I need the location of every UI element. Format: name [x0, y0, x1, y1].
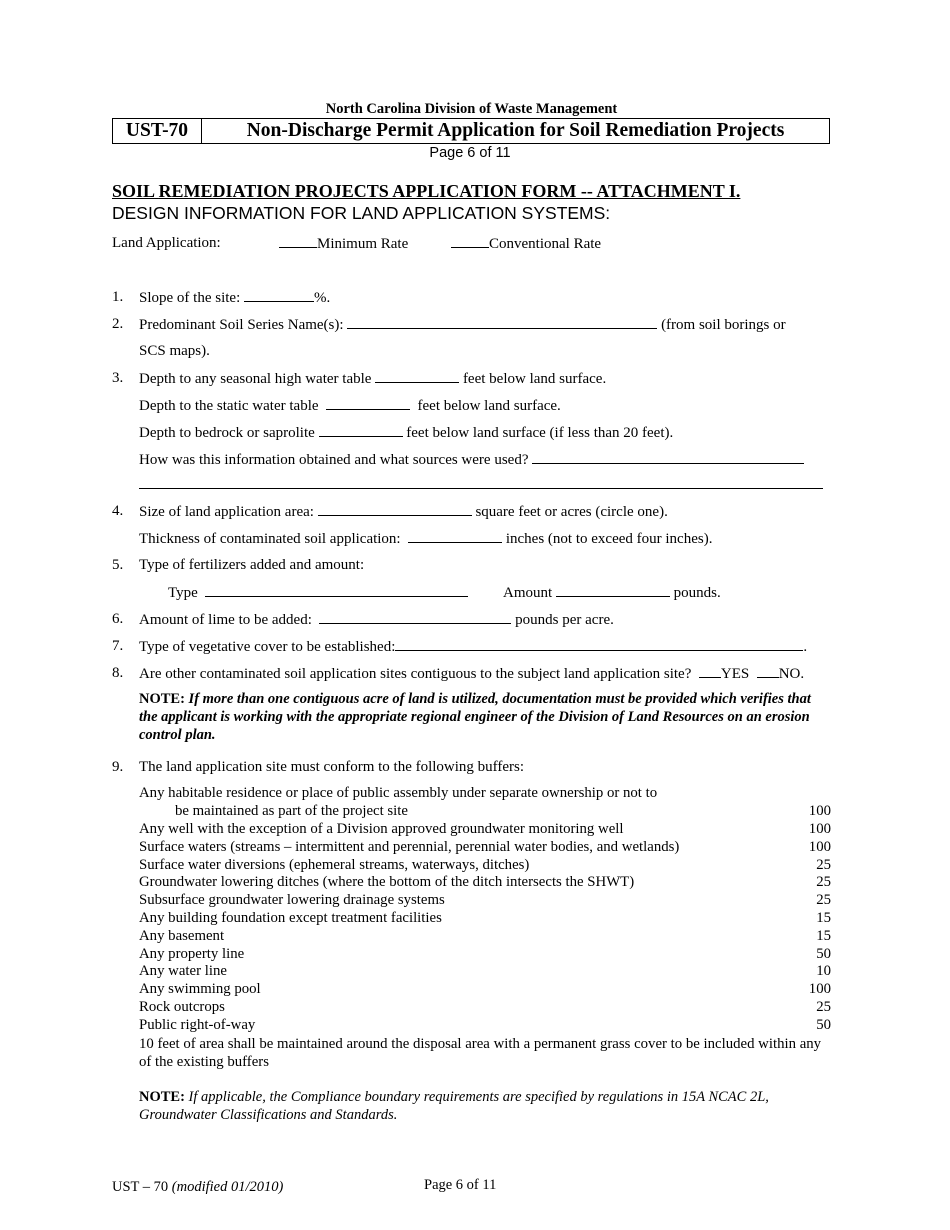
buffer-label: Any water line [139, 963, 227, 980]
buffer-row [139, 839, 831, 857]
item-1-number: 1. [112, 289, 124, 305]
conventional-rate-blank[interactable] [451, 235, 489, 248]
buffer-closing: 10 feet of area shall be maintained around the disposal area with a permanent grass cover to be included within any of the existing buffers [139, 1036, 822, 1070]
land-application-label: Land Application: [112, 235, 221, 251]
item-2-line2: SCS maps). [139, 343, 210, 359]
buffer-label: Rock outcrops [139, 999, 225, 1015]
item-4b-thickness: Thickness of contaminated soil application: inches (not to exceed four inches). [139, 531, 713, 547]
buffer-row [139, 821, 831, 839]
footer-page-number: Page 6 of 11 [424, 1177, 497, 1193]
form-title-box [112, 118, 830, 144]
section-title-part-1: SOIL [112, 181, 155, 201]
item-6-lime: Amount of lime to be added: pounds per acre. [139, 612, 614, 628]
buffer-value: 15 [816, 910, 831, 926]
item-7-number: 7. [112, 638, 124, 654]
item-1-slope: Slope of the site: %. [139, 290, 331, 306]
yes-blank[interactable] [699, 665, 721, 678]
area-size-field[interactable] [318, 503, 472, 516]
buffer-label: Subsurface groundwater lowering drainage systems [139, 892, 445, 909]
buffer-label: Any building foundation except treatment facilities [139, 910, 442, 926]
item-3b-static-water: Depth to the static water table feet below land surface. [139, 398, 561, 414]
note-erosion-control: NOTE: If more than one contiguous acre of land is utilized, documentation must be provided which verifies that the applicant is working with the appropriate regional engineer of the Division of Land Resources on an erosion control plan. [139, 691, 811, 743]
buffer-row [139, 874, 831, 892]
seasonal-water-depth-field[interactable] [375, 370, 459, 383]
item-3-number: 3. [112, 370, 124, 386]
footer-form-id: UST – 70 (modified 01/2010) [112, 1179, 284, 1195]
sources-field-line-1[interactable] [532, 451, 804, 464]
minimum-rate-option[interactable]: Minimum Rate [279, 235, 408, 253]
buffer-value: 100 [808, 803, 831, 819]
buffer-row [139, 1017, 831, 1035]
buffer-value: 100 [808, 981, 831, 998]
buffer-value: 25 [816, 892, 831, 909]
form-title: Non-Discharge Permit Application for Soil Remediation Projects [246, 120, 785, 141]
item-3d-sources: How was this information obtained and what sources were used? [139, 451, 804, 469]
item-4-number: 4. [112, 503, 124, 519]
static-water-depth-field[interactable] [326, 397, 410, 410]
item-5-number: 5. [112, 557, 124, 573]
item-7-vegetative-cover: Type of vegetative cover to be established: . [139, 639, 808, 655]
agency-name: North Carolina Division of Waste Management [325, 101, 618, 117]
section-subtitle: DESIGN INFORMATION FOR LAND APPLICATION SYSTEMS: [112, 203, 611, 223]
buffer-row [139, 857, 831, 875]
bedrock-depth-field[interactable] [319, 424, 403, 437]
buffer-value: 100 [808, 838, 831, 855]
buffer-row [139, 963, 831, 981]
item-8-number: 8. [112, 665, 124, 681]
item-5-fertilizers: Type of fertilizers added and amount: [139, 557, 365, 573]
buffer-row-first-line2: be maintained as part of the project site 100 [175, 803, 831, 819]
page-number-top: Page 6 of 11 [429, 145, 511, 161]
buffer-value: 25 [816, 856, 831, 873]
conventional-rate-option[interactable]: Conventional Rate [451, 235, 601, 253]
buffer-label: Groundwater lowering ditches (where the bottom of the ditch intersects the SHWT) [139, 874, 635, 891]
buffer-value: 25 [816, 874, 831, 891]
buffer-row [139, 910, 831, 928]
buffer-label: Any swimming pool [139, 981, 261, 998]
buffer-label: Any property line [139, 945, 245, 962]
item-3c-bedrock: Depth to bedrock or saprolite feet below land surface (if less than 20 feet). [139, 425, 674, 441]
buffer-value: 50 [816, 1016, 831, 1033]
form-code: UST-70 [113, 119, 202, 143]
section-title [112, 181, 740, 202]
item-3a-seasonal-water: Depth to any seasonal high water table feet below land surface. [139, 371, 607, 387]
vegetative-cover-field[interactable] [395, 638, 803, 651]
buffer-label: Any well with the exception of a Division approved groundwater monitoring well [139, 821, 624, 837]
buffer-label: Public right-of-way [139, 1016, 256, 1033]
item-2-number: 2. [112, 316, 124, 332]
item-8-contiguous-sites: Are other contaminated soil application sites contiguous to the subject land application site? YES NO. [139, 666, 805, 682]
item-9-number: 9. [112, 759, 124, 775]
buffer-row [139, 892, 831, 910]
thickness-field[interactable] [408, 530, 502, 543]
soil-series-field[interactable] [347, 316, 657, 329]
item-6-number: 6. [112, 611, 124, 627]
item-4a-area-size: Size of land application area: square feet or acres (circle one). [139, 504, 668, 520]
buffer-row-first-line1: Any habitable residence or place of public assembly under separate ownership or not to [139, 785, 658, 801]
buffer-value: 100 [808, 821, 831, 837]
lime-amount-field[interactable] [319, 611, 511, 624]
minimum-rate-blank[interactable] [279, 235, 317, 248]
buffer-row [139, 981, 831, 999]
buffer-label: Any basement [139, 927, 225, 944]
item-2-soil-series: Predominant Soil Series Name(s): (from soil borings or [139, 317, 786, 333]
buffer-value: 50 [816, 945, 831, 962]
sources-field-line-2[interactable] [139, 488, 823, 489]
no-blank[interactable] [757, 665, 779, 678]
slope-field[interactable] [244, 289, 314, 302]
buffer-row [139, 946, 831, 964]
fertilizer-type: Type [168, 584, 468, 602]
fertilizer-type-field[interactable] [205, 584, 468, 597]
buffer-value: 10 [816, 963, 831, 980]
item-9-buffers: The land application site must conform to the following buffers: [139, 759, 525, 775]
buffer-value: 25 [816, 999, 831, 1015]
buffer-label: Surface water diversions (ephemeral streams, waterways, ditches) [139, 856, 530, 873]
buffer-row [139, 928, 831, 946]
fertilizer-amount-field[interactable] [556, 584, 670, 597]
note-compliance-boundary: NOTE: If applicable, the Compliance boundary requirements are specified by regulations in 15A NCAC 2L, Groundwater Classifications and Standards. [139, 1089, 769, 1123]
buffer-value: 15 [816, 927, 831, 944]
buffer-row [139, 999, 831, 1017]
fertilizer-amount: Amount pounds. [503, 585, 721, 601]
buffer-label: Surface waters (streams – intermittent and perennial, perennial water bodies, and wetlands) [139, 838, 680, 855]
section-title-part-2: REMEDIATION PROJECTS APPLICATION FORM -- ATTACHMENT I. [158, 181, 741, 201]
